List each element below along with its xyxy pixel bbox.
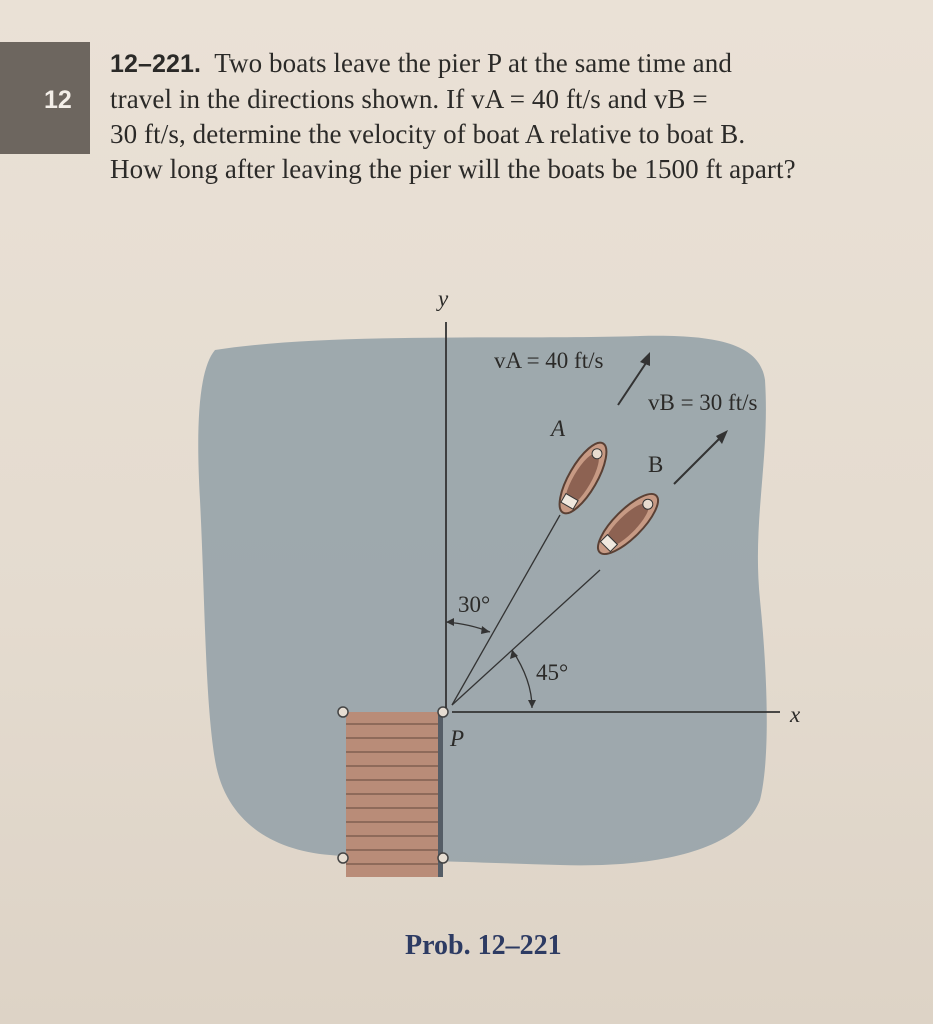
chapter-number: 12	[44, 86, 72, 114]
problem-number: 12–221.	[110, 50, 202, 78]
figure-caption: Prob. 12–221	[405, 930, 562, 961]
pier	[338, 707, 448, 877]
pier-label: P	[450, 726, 465, 751]
problem-line-3: 30 ft/s, determine the velocity of boat A relative to boat B.	[110, 119, 746, 149]
problem-line-2: travel in the directions shown. If vA = 40 ft/s and vB =	[110, 84, 708, 114]
boat-a-label: A	[551, 416, 566, 441]
problem-text-1: Two boats leave the pier P at the same time and	[214, 48, 732, 78]
vb-label: vB = 30 ft/s	[648, 390, 758, 415]
angle-30-label: 30°	[458, 592, 491, 617]
problem-line-4: How long after leaving the pier will the boats be 1500 ft apart?	[110, 154, 796, 184]
va-label: vA = 40 ft/s	[494, 348, 604, 373]
x-axis-label: x	[790, 702, 801, 727]
y-axis-label: y	[438, 286, 449, 311]
angle-45-label: 45°	[536, 660, 569, 685]
boat-b-label: B	[648, 452, 664, 477]
